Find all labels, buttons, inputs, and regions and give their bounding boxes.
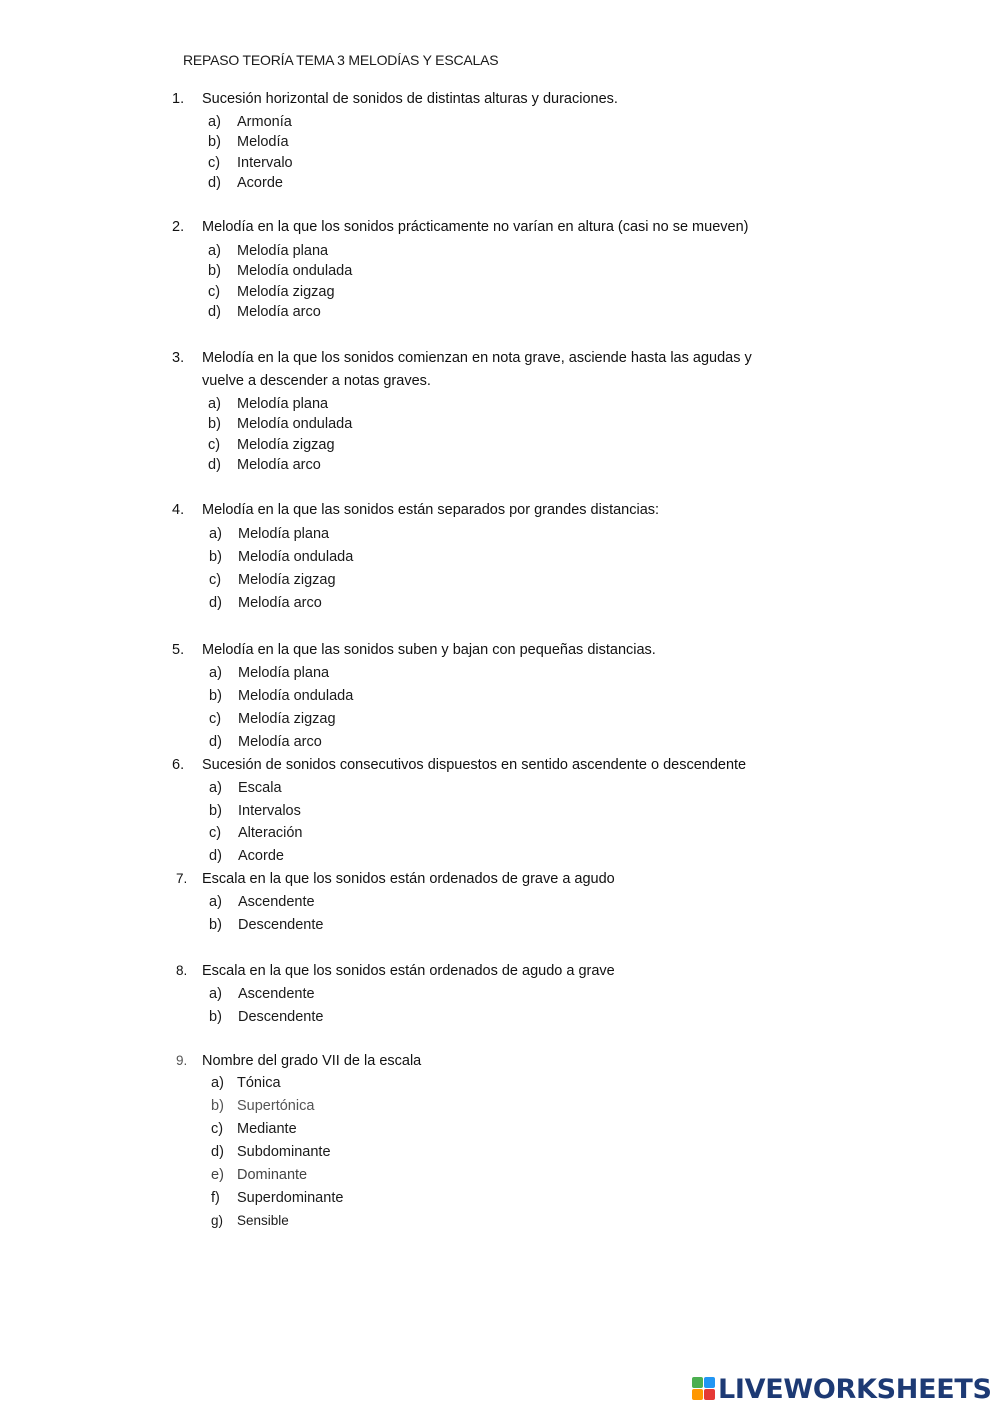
option-text: Melodía plana — [237, 396, 329, 412]
option-letter: a) — [208, 243, 221, 259]
option-text: Tónica — [237, 1075, 281, 1091]
option-letter: d) — [208, 175, 221, 191]
option-letter: a) — [209, 665, 222, 681]
option-text: Melodía ondulada — [238, 688, 354, 704]
question-text: Escala en la que los sonidos están ordenados de grave a agudo — [202, 871, 615, 887]
option-text: Melodía arco — [237, 304, 321, 320]
question-number: 7. — [176, 871, 188, 886]
option-text: Melodía arco — [238, 595, 322, 611]
option-text: Melodía ondulada — [238, 549, 354, 565]
option-text: Melodía zigzag — [238, 572, 336, 588]
option-text: Melodía arco — [237, 457, 321, 473]
option-text: Intervalos — [238, 803, 301, 819]
logo-text: LIVEWORKSHEETS — [718, 1373, 992, 1405]
option-text: Sensible — [237, 1213, 289, 1228]
option-text: Intervalo — [237, 155, 293, 171]
question-text: Sucesión horizontal de sonidos de distintas alturas y duraciones. — [202, 91, 618, 107]
option-letter: e) — [211, 1167, 224, 1183]
option-text: Melodía plana — [237, 243, 329, 259]
option-letter: c) — [209, 711, 222, 727]
option-letter: b) — [209, 917, 222, 933]
question-number: 8. — [176, 963, 188, 978]
option-text: Melodía ondulada — [237, 263, 353, 279]
option-letter: c) — [208, 155, 221, 171]
option-text: Acorde — [238, 848, 284, 864]
option-letter: a) — [209, 894, 222, 910]
option-letter: a) — [209, 780, 222, 796]
question-text: Nombre del grado VII de la escala — [202, 1053, 422, 1069]
option-text: Alteración — [238, 825, 303, 841]
option-text: Ascendente — [238, 894, 315, 910]
option-text: Ascendente — [238, 986, 315, 1002]
option-letter: d) — [208, 304, 221, 320]
option-text: Subdominante — [237, 1144, 331, 1160]
option-letter: b) — [208, 263, 221, 279]
option-letter: c) — [208, 437, 221, 453]
option-text: Melodía — [237, 134, 289, 150]
option-text: Descendente — [238, 917, 324, 933]
option-letter: b) — [209, 688, 222, 704]
option-text: Melodía zigzag — [237, 437, 335, 453]
question-text: Melodía en la que las sonidos suben y bajan con pequeñas distancias. — [202, 642, 656, 658]
page-title: REPASO TEORÍA TEMA 3 MELODÍAS Y ESCALAS — [183, 52, 499, 68]
option-text: Acorde — [237, 175, 283, 191]
option-text: Melodía plana — [238, 665, 330, 681]
question-number: 5. — [172, 642, 185, 658]
option-text: Descendente — [238, 1009, 324, 1025]
option-text: Melodía plana — [238, 526, 330, 542]
question-number: 4. — [172, 502, 185, 518]
option-text: Melodía zigzag — [238, 711, 336, 727]
question-text: Melodía en la que los sonidos prácticamente no varían en altura (casi no se mueven) — [202, 219, 749, 235]
option-letter: d) — [208, 457, 221, 473]
option-text: Dominante — [237, 1167, 308, 1183]
option-letter: b) — [208, 134, 221, 150]
liveworksheets-logo[interactable] — [692, 1374, 992, 1404]
option-letter: a) — [211, 1075, 224, 1091]
option-letter: d) — [211, 1144, 224, 1160]
question-text: Sucesión de sonidos consecutivos dispuestos en sentido ascendente o descendente — [202, 757, 747, 773]
option-letter: b) — [209, 803, 222, 819]
option-letter: c) — [208, 284, 221, 300]
option-letter: b) — [209, 1009, 222, 1025]
option-text: Armonía — [237, 114, 292, 130]
option-letter: b) — [211, 1098, 224, 1114]
liveworksheets-logo-icon — [692, 1377, 716, 1401]
question-text: Melodía en la que los sonidos comienzan en nota grave, asciende hasta las agudas y — [202, 350, 752, 366]
option-letter: c) — [209, 572, 222, 588]
option-letter: d) — [209, 595, 222, 611]
option-letter: c) — [209, 825, 222, 841]
option-letter: a) — [209, 986, 222, 1002]
option-letter: a) — [209, 526, 222, 542]
option-text: Mediante — [237, 1121, 297, 1137]
option-letter: b) — [209, 549, 222, 565]
option-letter: f) — [211, 1190, 220, 1206]
option-text: Superdominante — [237, 1190, 344, 1206]
option-text: Melodía ondulada — [237, 416, 353, 432]
option-text: Melodía arco — [238, 734, 322, 750]
question-number: 1. — [172, 91, 185, 107]
question-text-line-2: vuelve a descender a notas graves. — [202, 373, 431, 389]
question-number: 6. — [172, 757, 185, 773]
question-text: Escala en la que los sonidos están ordenados de agudo a grave — [202, 963, 615, 979]
question-number: 2. — [172, 219, 185, 235]
option-letter: g) — [211, 1213, 224, 1228]
question-number: 9. — [176, 1053, 188, 1068]
option-letter: c) — [211, 1121, 224, 1137]
option-text: Supertónica — [237, 1098, 315, 1114]
option-letter: d) — [209, 734, 222, 750]
option-text: Melodía zigzag — [237, 284, 335, 300]
question-number: 3. — [172, 350, 185, 366]
option-letter: d) — [209, 848, 222, 864]
option-letter: a) — [208, 396, 221, 412]
option-text: Escala — [238, 780, 282, 796]
question-text: Melodía en la que las sonidos están separados por grandes distancias: — [202, 502, 660, 518]
option-letter: a) — [208, 114, 221, 130]
option-letter: b) — [208, 416, 221, 432]
